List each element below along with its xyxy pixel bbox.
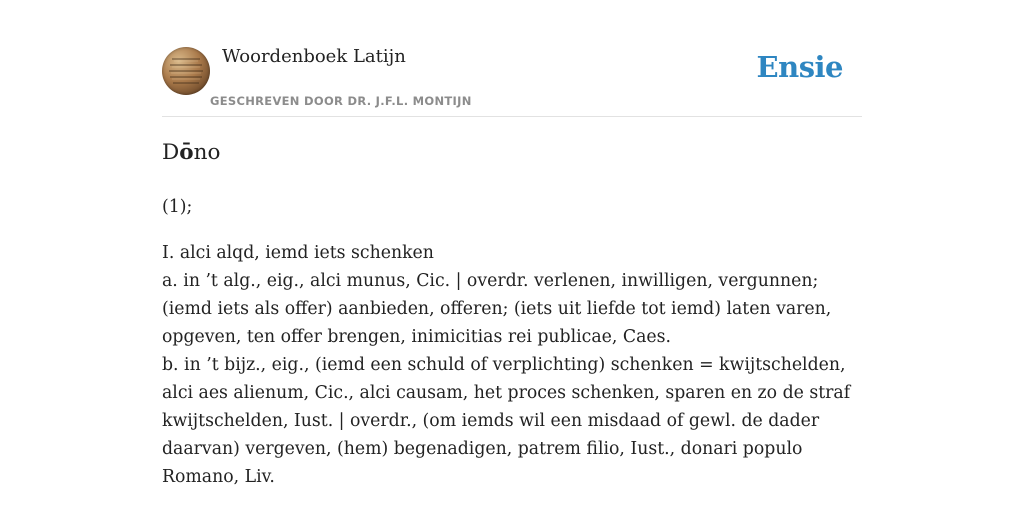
entry-body — [162, 193, 867, 491]
entry-definition-line: I. alci alqd, iemd iets schenken — [162, 243, 434, 263]
coin-logo-icon[interactable] — [162, 47, 210, 95]
entry-definition-line: a. in ’t alg., eig., alci munus, Cic. | overdr. verlenen, inwilligen, vergunnen; (iemd iets als offer) aanbieden, offeren; (iets uit liefde tot iemd) laten varen, opgeven, ten offer brengen, inimicitias rei publicae, Caes. — [162, 271, 832, 347]
book-title[interactable]: Woordenboek Latijn — [222, 46, 406, 67]
site-header — [162, 46, 862, 117]
entry-title-end: no — [193, 140, 221, 165]
entry-definition-line: b. in ’t bijz., eig., (iemd een schuld of verplichting) schenken = kwijtschelden, alci aes alienum, Cic., alci causam, het proces schenken, sparen en zo de straf kwijtschelden, Iust. | overdr., (om iemds wil een misdaad of gewl. de dader daarvan) vergeven, (hem) begenadigen, patrem filio, Iust., donari populo Romano, Liv. — [162, 355, 851, 487]
entry-title — [162, 140, 220, 165]
entry-numbering: (1); — [162, 197, 193, 217]
ensie-logo[interactable]: Ensie — [756, 50, 843, 84]
entry-title-accent: ō — [179, 140, 194, 165]
entry-title-start: D — [162, 140, 180, 165]
coin-inscription-icon — [162, 47, 210, 95]
book-author: GESCHREVEN DOOR DR. J.F.L. MONTIJN — [210, 94, 472, 108]
